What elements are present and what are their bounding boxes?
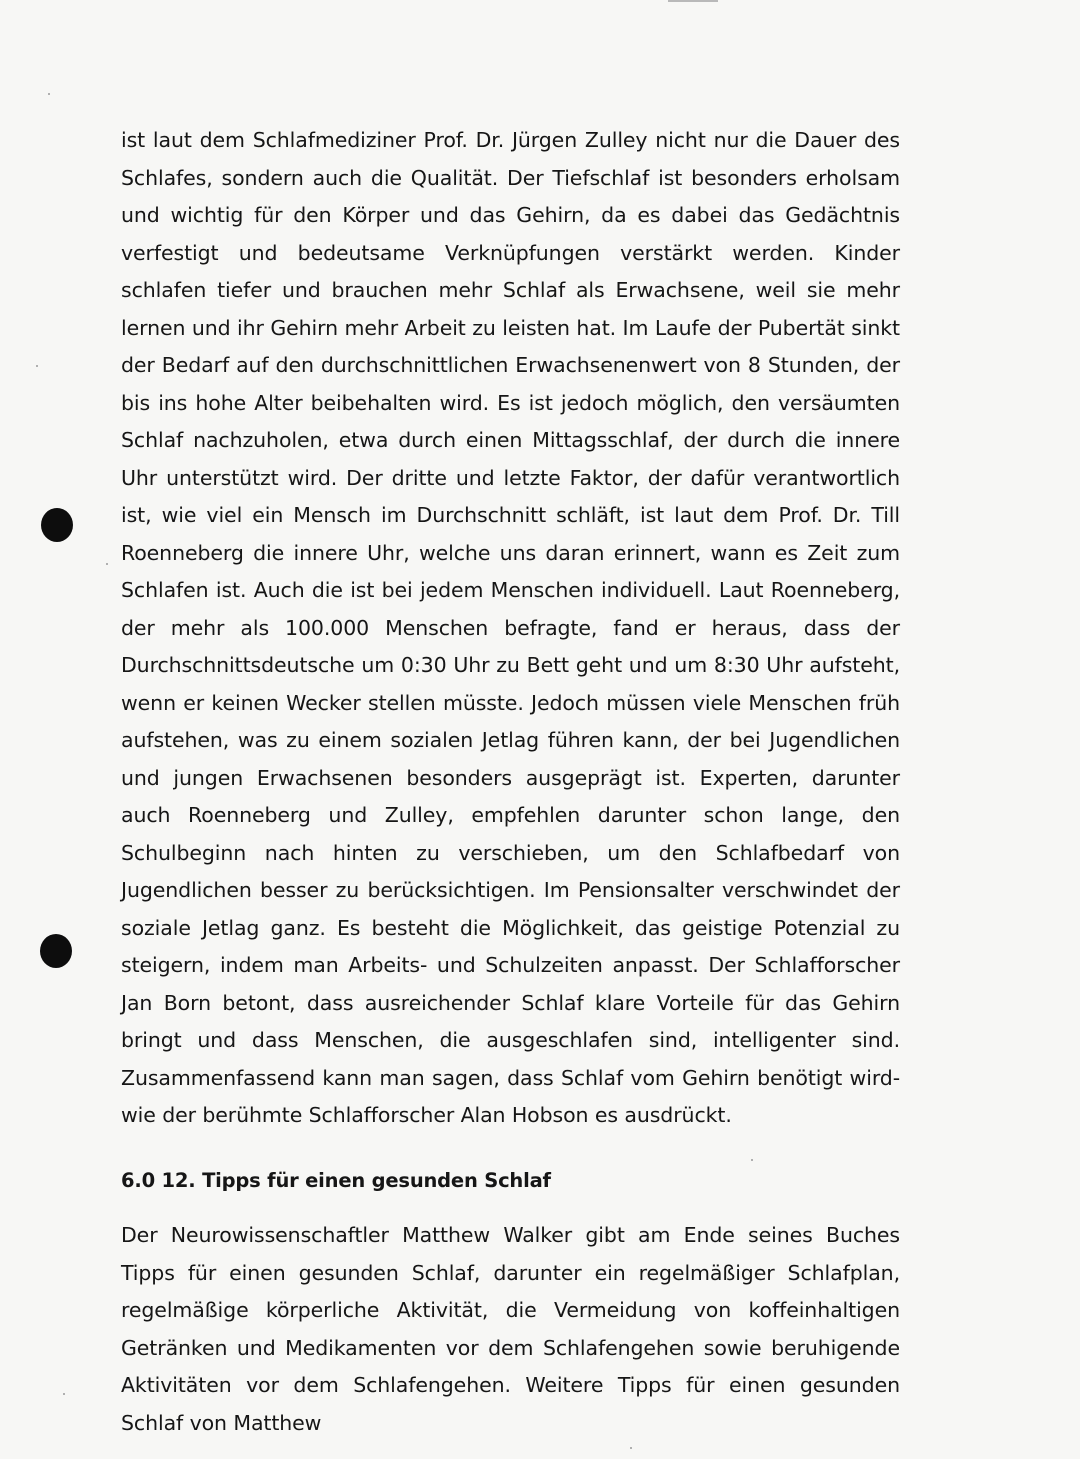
paragraph-sleep-factors: ist laut dem Schlafmediziner Prof. Dr. Jürgen Zulley nicht nur die Dauer des Schlafes, sondern auch die Qualität. Der Tiefschlaf ist besonders erholsam und wichtig für den Körper und das Gehirn, da es dabei das Gedächtnis verfestigt und bedeutsame Verknüpfungen verstärkt werden. Kinder schlafen tiefer und brauchen mehr Schlaf als Erwachsene, weil sie mehr lernen und ihr Gehirn mehr Arbeit zu leisten hat. Im Laufe der Pubertät sinkt der Bedarf auf den durchschnittlichen Erwachsenenwert von 8 Stunden, der bis ins hohe Alter beibehalten wird. Es ist jedoch möglich, den versäumten Schlaf nachzuholen, etwa durch einen Mittagsschlaf, der durch die innere Uhr unterstützt wird. Der dritte und letzte Faktor, der dafür verantwortlich ist, wie viel ein Mensch im Durchschnitt schläft, ist laut dem Prof. Dr. Till Roenneberg die innere Uhr, welche uns daran erinnert, wann es Zeit zum Schlafen ist. Auch die ist bei jedem Menschen individuell. Laut Roenneberg, der mehr als 100.000 Menschen befragte, fand er heraus, dass der Durchschnittsdeutsche um 0:30 Uhr zu Bett geht und um 8:30 Uhr aufsteht, wenn er keinen Wecker stellen müsste. Jedoch müssen viele Menschen früh aufstehen, was zu einem sozialen Jetlag führen kann, der bei Jugendlichen und jungen Erwachsenen besonders ausgeprägt ist. Experten, darunter auch Roenneberg und Zulley, empfehlen darunter schon lange, den Schulbeginn nach hinten zu verschieben, um den Schlafbedarf von Jugendlichen besser zu berücksichtigen. Im Pensionsalter verschwindet der soziale Jetlag ganz. Es besteht die Möglichkeit, das geistige Potenzial zu steigern, indem man Arbeits- und Schulzeiten anpasst. Der Schlafforscher Jan Born betont, dass ausreichender Schlaf klare Vorteile für das Gehirn bringt und dass Menschen, die ausgeschlafen sind, intelligenter sind. Zusammenfassend kann man sagen, dass Schlaf vom Gehirn benötigt wird- wie der berühmte Schlafforscher Alan Hobson es ausdrückt. <box>121 128 900 1127</box>
scan-speck <box>106 563 108 565</box>
tips-text-block <box>121 1217 900 1442</box>
scan-edge-mark <box>668 0 718 2</box>
scan-speck <box>63 1393 65 1395</box>
paragraph-sleep-tips: Der Neurowissenschaftler Matthew Walker gibt am Ende seines Buches Tipps für einen gesunden Schlaf, darunter ein regelmäßiger Schlafplan, regelmäßige körperliche Aktivität, die Vermeidung von koffeinhaltigen Getränken und Medikamenten vor dem Schlafengehen sowie beruhigende Aktivitäten vor dem Schlafengehen. Weitere Tipps für einen gesunden Schlaf von Matthew <box>121 1223 900 1435</box>
punch-hole-upper <box>41 508 73 542</box>
punch-hole-lower <box>40 934 72 968</box>
scan-speck <box>630 1447 632 1449</box>
section-heading: 6.0 12. Tipps für einen gesunden Schlaf <box>121 1169 551 1192</box>
scan-speck <box>36 365 38 367</box>
body-text-block <box>121 122 900 1135</box>
scan-speck <box>48 93 50 95</box>
scan-speck <box>751 1159 753 1161</box>
